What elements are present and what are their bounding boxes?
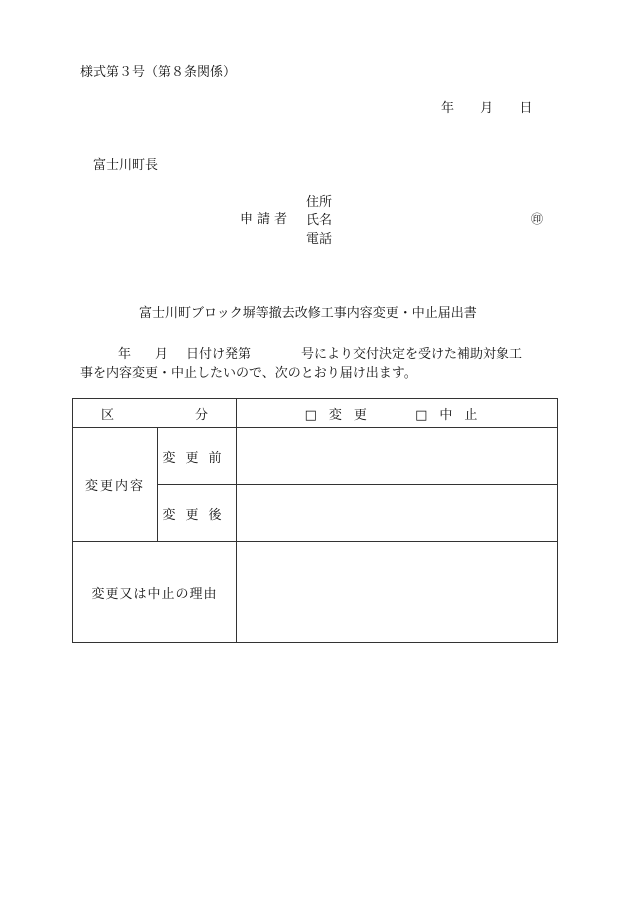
category-header-char-1: 区 xyxy=(101,407,115,423)
after-label: 変更後 xyxy=(158,485,237,542)
date-month-label: 月 xyxy=(480,101,494,116)
after-value-cell[interactable] xyxy=(237,485,558,542)
addressee: 富士川町長 xyxy=(93,158,159,173)
option-change-label: 変更 xyxy=(328,407,379,423)
body-text xyxy=(80,345,522,383)
reason-value-cell[interactable] xyxy=(237,542,558,643)
change-details-label: 変更内容 xyxy=(73,428,158,542)
applicant-phone-label: 電話 xyxy=(306,232,333,247)
seal-icon: ㊞ xyxy=(531,212,544,226)
date-line xyxy=(441,102,532,115)
body-line-2: 事を内容変更・中止したいので、次のとおり届け出ます。 xyxy=(80,366,417,381)
change-table xyxy=(72,398,558,643)
option-header-cell xyxy=(237,399,558,428)
body-line1-tail: 号により交付決定を受けた補助対象工 xyxy=(301,347,523,362)
category-header-char-2: 分 xyxy=(194,407,208,423)
cancel-checkbox-icon[interactable]: □ xyxy=(415,407,428,423)
before-label: 変更前 xyxy=(158,428,237,485)
form-number: 様式第３号（第８条関係） xyxy=(80,65,237,80)
table-header-row xyxy=(73,399,558,428)
body-year-label: 年 xyxy=(118,347,132,362)
applicant-role-label: 申請者 xyxy=(240,212,292,227)
table-row xyxy=(73,428,558,485)
applicant-address-label: 住所 xyxy=(306,195,333,210)
document-title: 富士川町ブロック塀等撤去改修工事内容変更・中止届出書 xyxy=(139,306,477,321)
body-dated-issue: 日付け発第 xyxy=(186,347,252,362)
before-value-cell[interactable] xyxy=(237,428,558,485)
reason-label: 変更又は中止の理由 xyxy=(73,542,237,643)
table-row xyxy=(73,542,558,643)
applicant-name-label: 氏名 xyxy=(306,213,333,228)
date-day-label: 日 xyxy=(519,101,533,116)
option-cancel-label: 中止 xyxy=(439,407,490,423)
option-cancel[interactable] xyxy=(415,404,489,423)
change-checkbox-icon[interactable]: □ xyxy=(304,407,317,423)
option-change[interactable] xyxy=(305,404,379,423)
date-year-label: 年 xyxy=(441,101,455,116)
category-header-cell xyxy=(73,399,237,428)
body-line-1 xyxy=(80,345,522,364)
body-month-label: 月 xyxy=(155,347,169,362)
